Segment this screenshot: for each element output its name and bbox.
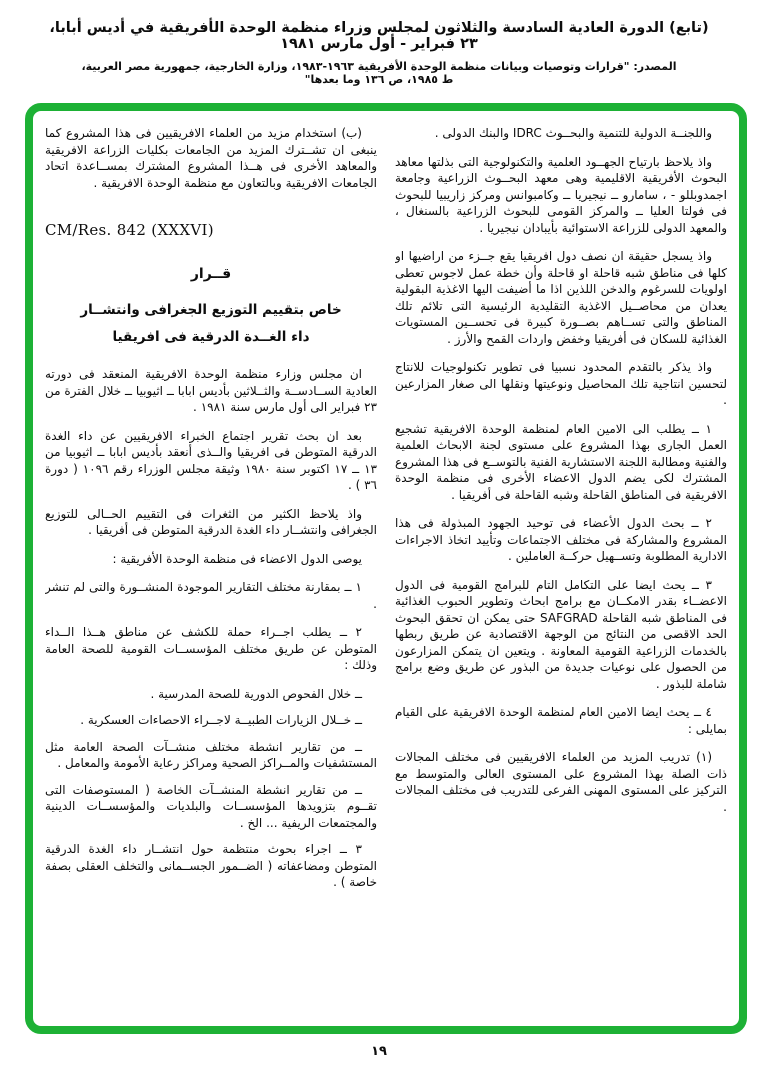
recommendation-item-2: ٢ ــ يطلب اجــراء حملة للكشف عن مناطق هــذا الــداء المتوطن عن طريق مختلف المؤسســات القومية للصحة العامة وذلك : bbox=[45, 625, 377, 672]
document-frame bbox=[25, 103, 747, 1034]
paragraph-limited-progress: واذ يذكر بالتقدم المحدود نسبيا فى تطوير تكنولوجيات للانتاج لتحسين انتاجية تلك المحاصيل ونوعيتها ونقلها الى صغار المزارعين . bbox=[395, 360, 727, 407]
paragraph-idrc-worldbank: واللجنــة الدولية للتنمية والبحــوث IDRC والبنك الدولى . bbox=[434, 126, 712, 140]
left-column bbox=[45, 125, 377, 1016]
recommendation-item-1: ١ ــ بمقارنة مختلف التقارير الموجودة المنشــورة والتى لم تنشر . bbox=[45, 580, 377, 611]
operative-item-4: ٤ ــ يحث ايضا الامين العام لمنظمة الوحدة الافريقية على القيام بمايلى : bbox=[395, 705, 727, 736]
resolution-subtitle-line2: داء الغــدة الدرقية فى افريقيا bbox=[112, 329, 310, 345]
paragraph-research-institutes: واذ يلاحظ بارتياح الجهــود العلمية والتكنولوجية التى بذلتها معاهد البحوث الأفريقية الاقليمية وهى معهد البحــوث الزراعية وجامعة اجمدوبللو - ، سامارو ــ نيجيريا ــ وكامبوانس ومركز زاريبيا للبحوث فى فولتا العليا ــ والمركز القومى للبحوث الزراعية بالسنغال ، والمعهد الدولى للزراعة الاستوائية بأيبادان نيجيريا . bbox=[395, 154, 727, 235]
paragraph-council-session: ان مجلس وزارء منظمة الوحدة الافريقية المنعقد فى دورته العادية الســادســة والثــلاثين بأديس ابابا ــ اثيوبيا ــ خلال الفترة من ٢٣ فبراير الى أول مارس سنة ١٩٨١ . bbox=[45, 367, 377, 414]
paragraph-scientists-use: (ب) استخدام مزيد من العلماء الافريقيين فى هذا المشروع كما ينبغى ان تشــترك المزيد من الجامعات بكليات الزراعة الافريقية والمعاهد الأخرى فى هــذا المشروع المشترك بمســاعدة اتحاد الجامعات الافريقية وبالتعاون مع منظمة الوحدة الافريقية . bbox=[45, 126, 377, 190]
operative-item-4-sub-1: (١) تدريب المزيد من العلماء الافريقيين فى مختلف المجالات ذات الصلة بهذا المشروع على المستوى العالى والمتوسط مع التركيز على المستوى المهنى الفرعى للتدريب فى مختلف المجالات . bbox=[395, 750, 727, 814]
right-column bbox=[395, 125, 727, 1016]
page-number: ١٩ bbox=[371, 1044, 387, 1059]
document-columns bbox=[33, 111, 739, 1026]
dash-item-school-health: ــ خلال الفحوص الدورية للصحة المدرسية . bbox=[150, 686, 362, 701]
recommendation-item-3: ٣ ــ اجراء بحوث منتظمة حول انتشــار داء الغدة الدرقية المتوطن ومضاعفاته ( الضــمور الجســمانى والتخلف العقلى بصفة خاصة ) . bbox=[45, 842, 377, 889]
paragraph-arid-zones: واذ يسجل حقيقة ان نصف دول افريقيا يقع جــزء من اراضيها او كلها فى مناطق شبه قاحلة او قاحلة وأن خطة عمل لاجوس تعطى اولويات للسرغوم والدخن اللذين اذا ما أضيفت اليها الاغذية البقولية يعدان من محاصــيل الاغذية التقليدية الرئيسية التى تلائم تلك المناطق والتى تســاهم بصــورة كبيرة فى تحســين المستويات الغذائية للسكان فى أفريقيا وخفض واردات القمح والأرز . bbox=[395, 249, 727, 346]
resolution-title: قــرار bbox=[190, 266, 232, 282]
operative-item-2: ٢ ــ بحث الدول الأعضاء فى توحيد الجهود المبذولة فى هذا المشروع والمشاركة فى مختلف الاجتماعات وتأييد اتخاذ الاجراءات الادارية المطلوبة وتســهيل حركــة العاملين . bbox=[395, 516, 727, 563]
page-header bbox=[0, 20, 758, 86]
resolution-number: CM/Res. 842 (XXXVI) bbox=[45, 221, 214, 239]
paragraph-experts-report: بعد ان بحث تقرير اجتماع الخبراء الافريقيين عن داء الغدة الدرقية المتوطن فى افريقيا والــذى أنعقد بأديس ابابا ــ اثيوبيا من ١٣ ــ ١٧ اكتوبر سنة ١٩٨٠ وثيقة مجلس الوزراء رقم ١٠٩٦ ( دورة ٣٦ ) . bbox=[45, 428, 377, 492]
dash-item-private-facilities: ــ من تقارير انشطة المنشــآت الخاصة ( المستوصفات التى تقــوم بتزويدها المؤسســات والبلديات والمؤسســات الدينية والمجتمعات الريفية ... الخ . bbox=[45, 782, 377, 830]
source-citation: المصدر: "قرارات وتوصيات وبيانات منظمة الوحدة الأفريقية ١٩٦٣-١٩٨٣، وزارة الخارجية، جمهورية مصر العربية، ط ١٩٨٥، ص ١٣٦ وما بعدها" bbox=[81, 60, 677, 86]
operative-item-1: ١ ــ يطلب الى الامين العام لمنظمة الوحدة الافريقية تشجيع العمل الجارى بهذا المشروع على مستوى لجنة الابحاث العلمية والفنية ومطالبة اللجنة الاستشارية الفنية بالتوســع فى هذا المشروع المشترك لكى يضم الدول الاعضاء الأخرى فى منظمة الوحدة الافريقية فى المناطق القاحلة وشبه القاحلة فى أفريقيا . bbox=[395, 421, 727, 502]
paragraph-recommends: يوصى الدول الاعضاء فى منظمة الوحدة الأفريقية : bbox=[112, 551, 362, 566]
session-title: (تابع) الدورة العادية السادسة والثلاثون لمجلس وزراء منظمة الوحدة الأفريقية في أديس أبابا، ٢٣ فبراير - أول مارس ١٩٨١ bbox=[49, 20, 709, 52]
operative-item-3-safgrad: ٣ ــ يحث ايضا على التكامل التام للبرامج القومية فى الدول الاعضــاء بقدر الامكــان مع برامج ابحاث وتطوير الحبوب الغذائية فى المناطق شبه القاحلة SAFGRAD حتى يمكن ان تحقق البحوث الحد الاقصى من النتائج من الوجهة الاقتصادية عن طريق ربطها بالخدمات الزراعية القومية المعاونة . ويتعين ان يتمكن المزارعون من الحصول على نوعيات جديدة من البذور عن طريق وضع برامج شاملة للبذور . bbox=[395, 577, 727, 691]
dash-item-military-census: ــ خــلال الزيارات الطبيــة لاجــراء الاحصاءات العسكرية . bbox=[80, 713, 362, 727]
dash-item-public-health-reports: ــ من تقارير انشطة مختلف منشــآت الصحة العامة مثل المستشفيات والمــراكز الصحية ومراكز رعاية الأمومة والمعامل . bbox=[45, 739, 377, 770]
paragraph-gaps-noted: واذ يلاحظ الكثير من الثغرات فى التقييم الحــالى للتوزيع الجغرافى وانتشــار داء الغدة الدرقية المتوطن فى أفريقيا . bbox=[45, 506, 377, 537]
resolution-subtitle-line1: خاص بتقييم التوزيع الجغرافى وانتشــار bbox=[80, 302, 342, 318]
